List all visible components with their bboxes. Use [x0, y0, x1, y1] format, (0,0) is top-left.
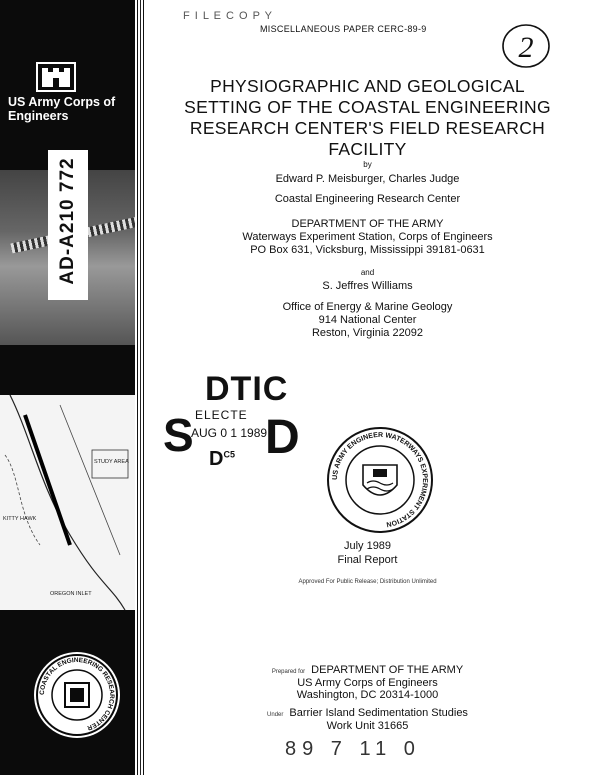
department-1-line3: PO Box 631, Vicksburg, Mississippi 39181-0631	[250, 244, 485, 256]
cerc-seal-ring-text: COASTAL ENGINEERING RESEARCH CENTER	[38, 656, 116, 732]
accession-number-box	[48, 150, 88, 300]
affiliation-2-line3: Reston, Virginia 22092	[311, 327, 424, 339]
wes-seal-ring-text: US ARMY ENGINEER WATERWAYS EXPERIMENT STATION	[331, 431, 429, 528]
dtic-c5: C5	[223, 449, 235, 460]
dtic-s-mark: S	[163, 409, 194, 461]
and-label: and	[360, 268, 375, 277]
paper-number: MISCELLANEOUS PAPER CERC-89-9	[260, 24, 427, 34]
accession-number: AD-A210 772	[57, 157, 78, 285]
report-title: PHYSIOGRAPHIC AND GEOLOGICAL SETTING OF THE COASTAL ENGINEERING RESEARCH CENTER'S FIELD RESEARCH FACILITY	[184, 76, 551, 159]
affiliation-1: Coastal Engineering Research Center	[274, 193, 461, 205]
agency-name: US Army Corps of Engineers	[8, 95, 116, 123]
authors-1: Edward P. Meisburger, Charles Judge	[275, 173, 460, 185]
copy-number: 2	[518, 31, 534, 64]
report-date: July 1989	[343, 540, 392, 552]
location-map	[0, 395, 135, 610]
department-1: DEPARTMENT OF THE ARMY	[291, 218, 444, 230]
authors-2: S. Jeffres Williams	[322, 280, 413, 292]
release-statement: Approved For Public Release; Distribution Unlimited	[298, 579, 437, 585]
dtic-small-d	[209, 448, 235, 471]
prepared-for-line3: Washington, DC 20314-1000	[296, 689, 439, 701]
work-unit: Work Unit 31665	[326, 720, 409, 732]
footer-number: 89 7 11 0	[285, 738, 421, 760]
prepared-for: DEPARTMENT OF THE ARMY	[311, 664, 464, 676]
map-drawing	[0, 395, 135, 610]
wes-seal-icon	[325, 425, 435, 535]
map-label-kitty-hawk: KITTY HAWK	[3, 516, 37, 522]
file-copy-stamp: F I L E C O P Y	[183, 10, 273, 22]
dtic-stamp	[163, 370, 303, 480]
binding-edge	[135, 0, 145, 775]
dtic-name: DTIC	[205, 370, 289, 408]
cerc-seal-icon	[32, 650, 122, 740]
dtic-small-d-letter: D	[209, 448, 224, 470]
dtic-d-mark: D	[265, 411, 300, 464]
by-label: by	[363, 160, 372, 169]
program-name: Barrier Island Sedimentation Studies	[289, 707, 468, 719]
map-label-oregon-inlet: OREGON INLET	[50, 591, 92, 597]
prepared-for-label: Prepared for	[271, 669, 306, 675]
affiliation-2: Office of Energy & Marine Geology	[282, 301, 453, 313]
cover-left-strip	[0, 0, 135, 775]
map-label-study-area: STUDY AREA	[94, 459, 129, 465]
department-1-line2: Waterways Experiment Station, Corps of Engineers	[242, 231, 493, 243]
copy-number-mark	[500, 22, 552, 70]
dtic-elected: ELECTE	[195, 408, 248, 422]
castle-icon	[36, 62, 76, 92]
report-type: Final Report	[337, 554, 398, 566]
affiliation-2-line2: 914 National Center	[318, 314, 417, 326]
under-label: Under	[267, 712, 284, 718]
prepared-for-line2: US Army Corps of Engineers	[297, 677, 438, 689]
dtic-date: AUG 0 1 1989	[191, 426, 268, 440]
